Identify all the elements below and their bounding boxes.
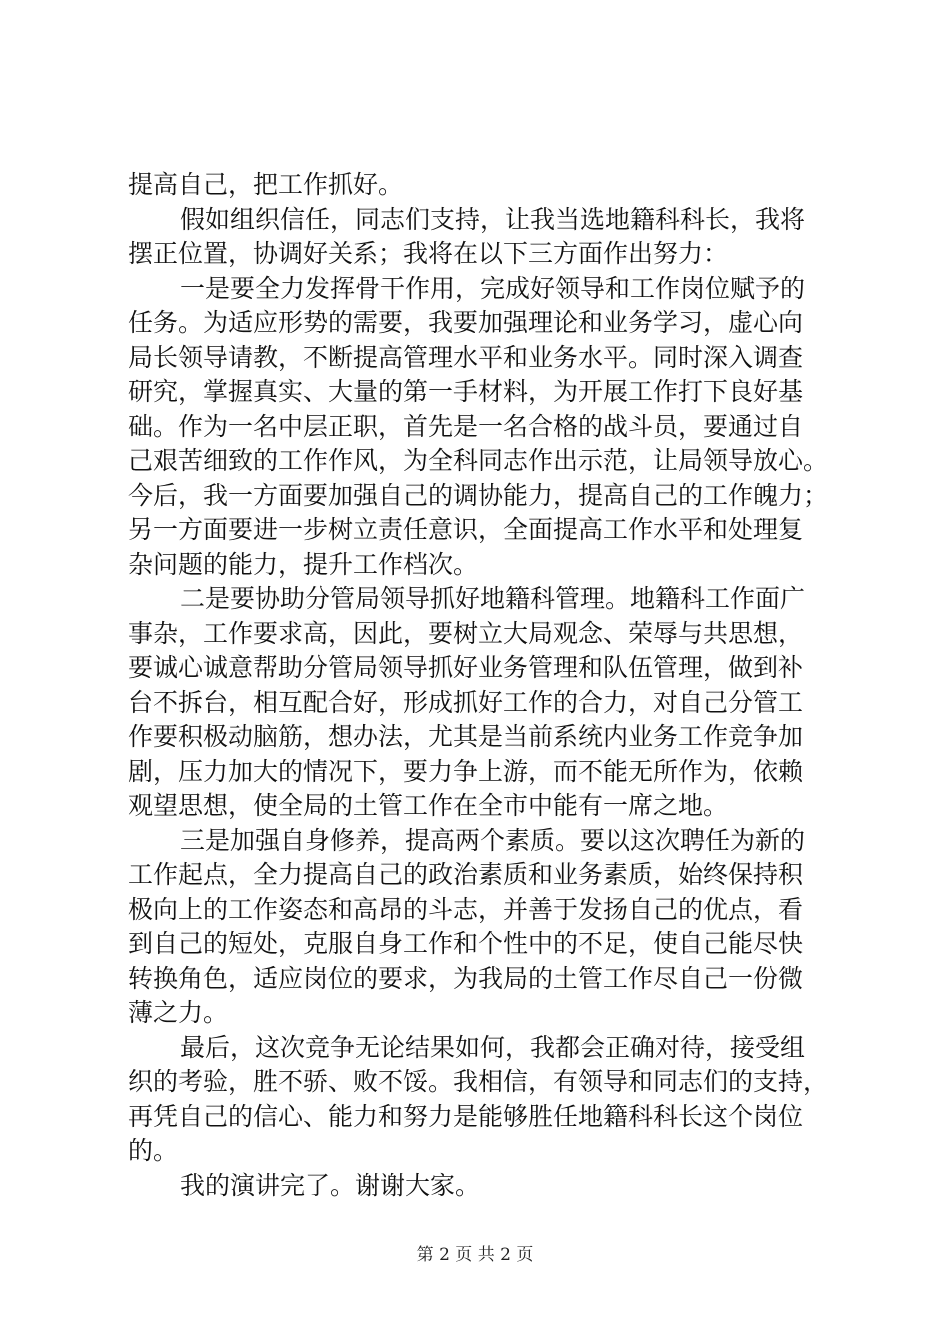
text-line: 一是要全力发挥骨干作用，完成好领导和工作岗位赋予的: [180, 273, 806, 303]
text-line: 己艰苦细致的工作作风，为全科同志作出示范，让局领导放心。: [128, 446, 828, 475]
text-line: 提高自己，把工作抓好。: [128, 170, 404, 199]
text-line: 剧，压力加大的情况下，要力争上游，而不能无所作为，依赖: [128, 756, 804, 786]
text-line: 的。: [128, 1136, 179, 1165]
text-line: 作要积极动脑筋，想办法，尤其是当前系统内业务工作竞争加: [128, 722, 804, 751]
text-line: 研究，掌握真实、大量的第一手材料，为开展工作打下良好基: [128, 377, 804, 406]
text-line: 到自己的短处，克服自身工作和个性中的不足，使自己能尽快: [128, 929, 804, 958]
text-line: 要诚心诚意帮助分管局领导抓好业务管理和队伍管理，做到补: [128, 653, 804, 682]
text-line: 工作起点，全力提高自己的政治素质和业务素质，始终保持积: [128, 860, 804, 889]
document-body: [128, 168, 828, 1203]
text-line: 再凭自己的信心、能力和努力是能够胜任地籍科科长这个岗位: [128, 1101, 804, 1131]
text-line: 台不拆台，相互配合好，形成抓好工作的合力，对自己分管工: [128, 687, 804, 717]
text-line: 另一方面要进一步树立责任意识，全面提高工作水平和处理复: [128, 515, 804, 544]
text-line: 三是加强自身修养，提高两个素质。要以这次聘任为新的: [180, 825, 806, 855]
text-line: 杂问题的能力，提升工作档次。: [128, 549, 479, 579]
text-line: 假如组织信任，同志们支持，让我当选地籍科科长，我将: [180, 204, 806, 234]
text-line: 础。作为一名中层正职，首先是一名合格的战斗员，要通过自: [128, 411, 804, 441]
text-line: 今后，我一方面要加强自己的调协能力，提高自己的工作魄力；: [128, 480, 828, 510]
text-line: 观望思想，使全局的土管工作在全市中能有一席之地。: [128, 791, 729, 820]
text-line: 织的考验，胜不骄、败不馁。我相信，有领导和同志们的支持，: [128, 1067, 828, 1096]
text-line: 极向上的工作姿态和高昂的斗志，并善于发扬自己的优点，看: [128, 894, 804, 924]
text-line: 二是要协助分管局领导抓好地籍科管理。地籍科工作面广: [180, 584, 806, 613]
text-line: 我的演讲完了。谢谢大家。: [180, 1170, 481, 1200]
text-line: 摆正位置，协调好关系；我将在以下三方面作出努力：: [128, 239, 729, 268]
text-line: 薄之力。: [128, 998, 229, 1027]
text-line: 局长领导请教，不断提高管理水平和业务水平。同时深入调查: [128, 342, 804, 372]
text-line: 任务。为适应形势的需要，我要加强理论和业务学习，虚心向: [128, 308, 804, 337]
text-line: 最后，这次竞争无论结果如何，我都会正确对待，接受组: [180, 1032, 806, 1062]
page-footer: 第 2 页 共 2 页: [416, 1245, 534, 1265]
text-line: 转换角色，适应岗位的要求，为我局的土管工作尽自己一份微: [128, 963, 804, 993]
text-line: 事杂，工作要求高，因此，要树立大局观念、荣辱与共思想，: [128, 618, 804, 648]
